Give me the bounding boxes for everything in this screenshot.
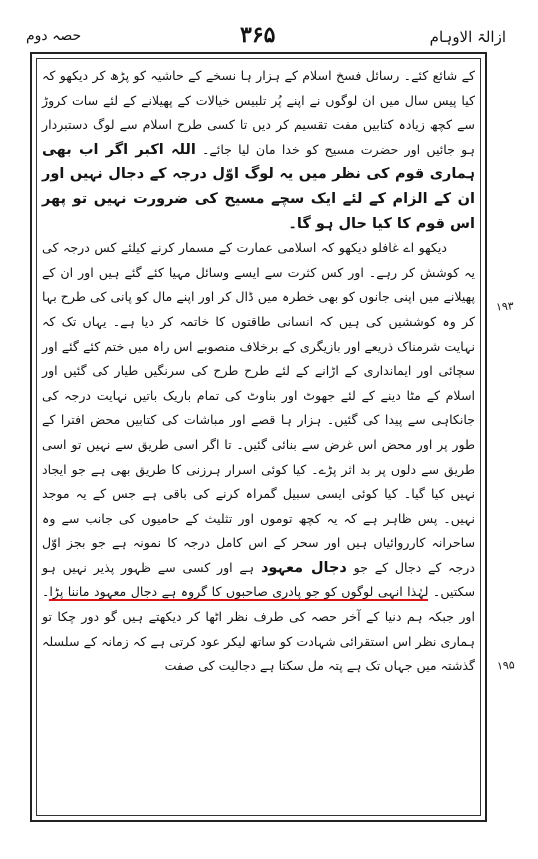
book-title: ازالۃ الاوہام: [429, 28, 506, 46]
margin-note: ۱۹۵: [496, 658, 516, 673]
underlined-text-run: لہٰذا انہی لوگوں کو جو پادری صاحبوں کا گروہ ہے دجال معہود ماننا پڑا: [49, 584, 429, 600]
text-run: ۔ اور جبکہ ہم دنیا کے آخر حصہ کی طرف نظر اٹھا کر دیکھتے ہیں گو دور چکا تو ہماری نظر اس استقرائی شہادت کو ساتھ لیکر عود کرتی ہے کہ زمانہ کے سلسلہ گذشتہ میں جہاں تک ہے پتہ مل سکتا ہے دجالیت کی صفت: [42, 584, 475, 674]
text-run: دیکھو اے غافلو دیکھو کہ اسلامی عمارت کے مسمار کرنے کیلئے کس درجہ کی یہ کوشش کر رہے۔ اور کس کثرت سے ایسے وسائل مہیا کئے گئے ہیں اور ان کے پھیلانے میں اپنی جانوں کو بھی خطرہ میں ڈال کر اور اپنے مال کو پانی کی طرح بہا کر وہ کوششیں کی ہیں کہ انسانی طاقتوں کا خاتمہ کر دیا ہے۔ یہاں تک کہ نہایت شرمناک ذریعے اور بازیگری کے برخلاف منصوبے اس راہ میں ختم کئے گئے اور سچائی اور ایمانداری کے اڑانے کے لئے طرح طرح کی سرنگیں طیار کی گئیں اور اسلام کے مٹا دینے کے لئے جھوٹ اور بناوٹ کی تمام باریک باتیں نہایت درجہ کی جانکاہی سے پیدا کی گئیں۔ ہزار ہا قصے اور مباشات کی کتابیں محض افترا کے طور پر اور محض اس غرض سے بنائی گئیں۔ تا اگر اسی طریق سے نہیں تو اسی طریق سے دلوں پر بد اثر پڑے۔ کیا کوئی اسرار ہرزنی کا طریق بھی ہے جو ایجاد نہیں کیا گیا۔ کیا کوئی ایسی سبیل گمراہ کرنے کی باقی ہے جس کے یہ موجد نہیں۔ پس ظاہر ہے کہ یہ کچھ توموں اور تثلیث کے حامیوں کی جانب سے وہ ساحرانہ کارروائیاں ہیں اور سحر کے اس کامل درجہ کا نمونہ ہے جو بجز اوّل درجہ کے دجال کے جو: [42, 240, 475, 575]
text-run: ہے اور کسی سے ظہور پذیر نہیں ہو سکتیں۔: [42, 559, 476, 600]
text-run: کے شائع کئے۔ رسائل فسخ اسلام کے ہزار ہا نسخے کے حاشیہ کو پڑھ کر دیکھو کہ کیا پیس سال میں ان لوگوں نے اپنے پُر تلبیس خیالات کے پھیلانے کے لئے سات کروڑ سے کچھ زیادہ کتابیں مفت تقسیم کر دیں تا کسی طرح اسلام سے لوگ دستبردار ہو جائیں اور حضرت مسیح کو خدا مان لیا جائے۔: [42, 68, 475, 157]
paragraph: [42, 64, 475, 236]
page-header: [20, 22, 506, 54]
body-text: [42, 64, 475, 679]
header-part-label: حصہ دوم: [26, 28, 82, 44]
page-number: ۳۶۵: [240, 22, 276, 48]
bold-text-run: دجال معہود: [260, 559, 347, 576]
paragraph: [42, 236, 475, 679]
bold-text-run: اللہ اکبر اگر اب بھی ہماری قوم کی نظر میں یہ لوگ اوّل درجہ کے دجال نہیں اور ان کے الزام کے لئے ایک سچے مسیح کی ضرورت نہیں تو پھر اس قوم کا کیا حال ہو گا۔: [42, 141, 475, 232]
margin-note: ۱۹۳: [495, 299, 515, 314]
